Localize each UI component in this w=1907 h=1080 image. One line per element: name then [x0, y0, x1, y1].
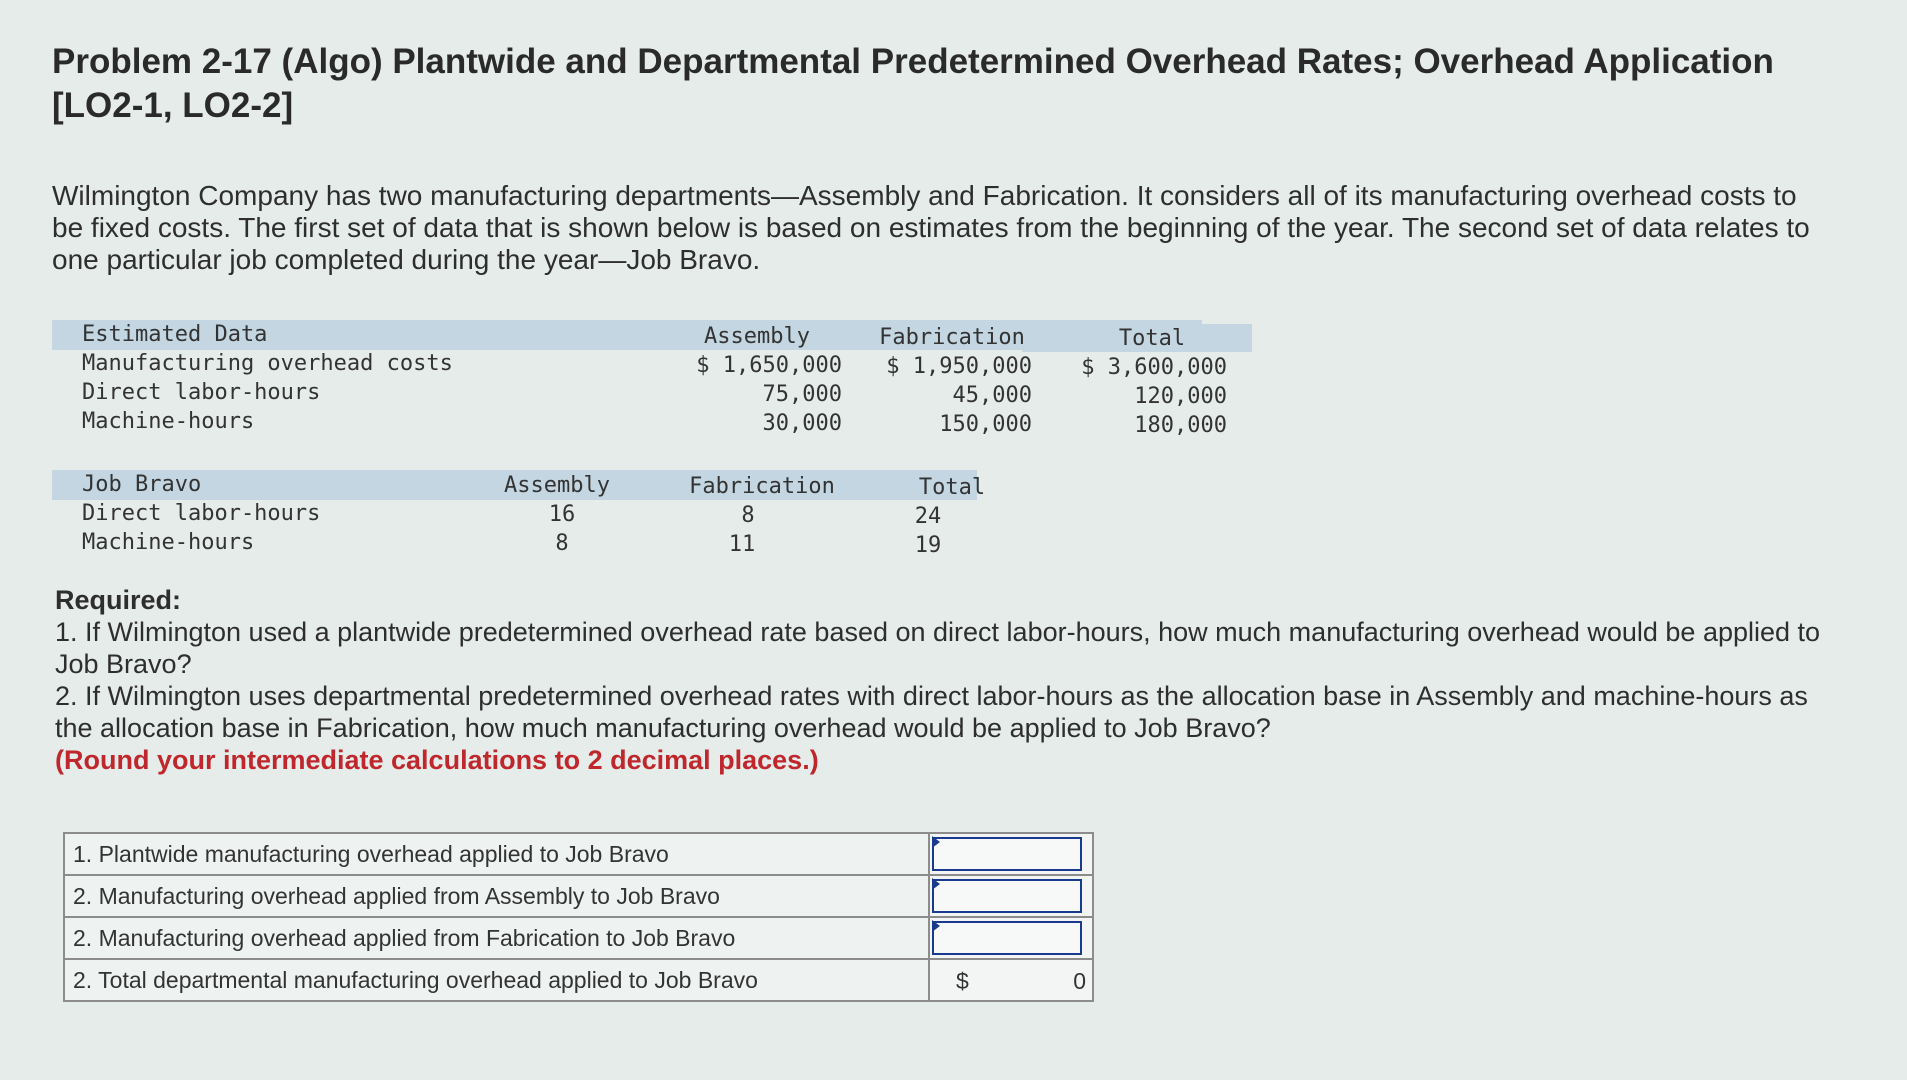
fabrication-overhead-input[interactable]	[932, 921, 1082, 955]
answer-label: 2. Manufacturing overhead applied from Fabrication to Job Bravo	[64, 917, 929, 959]
job-cell: 8	[741, 503, 755, 528]
answer-label: 2. Total departmental manufacturing overhead applied to Job Bravo	[64, 959, 929, 1001]
estimated-cell: $ 3,600,000	[1081, 355, 1227, 380]
estimated-row-label: Direct labor-hours	[82, 380, 321, 405]
estimated-cell: 180,000	[1134, 413, 1227, 438]
job-cell: 8	[555, 531, 569, 556]
estimated-header-fabrication: Fabrication	[879, 325, 1025, 350]
job-cell: 11	[728, 532, 756, 557]
plantwide-overhead-input[interactable]	[932, 837, 1082, 871]
answer-cell	[929, 959, 1093, 1001]
job-header-assembly: Assembly	[504, 473, 610, 498]
answer-label: 1. Plantwide manufacturing overhead applied to Job Bravo	[64, 833, 929, 875]
estimated-cell: $ 1,650,000	[696, 353, 842, 378]
answer-cell	[929, 833, 1093, 875]
input-marker-icon	[932, 836, 940, 848]
job-cell: 24	[914, 504, 942, 529]
job-cell: 16	[548, 502, 576, 527]
required-section	[55, 584, 1835, 776]
estimated-header-total: Total	[1118, 326, 1186, 351]
rounding-note: (Round your intermediate calculations to 2 decimal places.)	[55, 745, 819, 775]
job-row-label: Machine-hours	[82, 530, 255, 555]
assembly-overhead-input[interactable]	[932, 879, 1082, 913]
estimated-header-label: Estimated Data	[82, 322, 268, 347]
answer-row	[64, 917, 1093, 959]
required-heading: Required:	[55, 585, 182, 615]
estimated-row-label: Machine-hours	[82, 409, 255, 434]
estimated-cell: 45,000	[952, 383, 1032, 408]
answer-cell	[929, 917, 1093, 959]
estimated-cell: 150,000	[939, 412, 1032, 437]
answer-row	[64, 959, 1093, 1001]
question-2: 2. If Wilmington uses departmental predetermined overhead rates with direct labor-hours as the allocation base in Assembly and machine-hours as the allocation base in Fabrication, how much manufacturing overhead would be applied to Job Bravo?	[55, 681, 1808, 743]
answer-cell	[929, 875, 1093, 917]
input-marker-icon	[932, 878, 940, 890]
estimated-cell: 120,000	[1134, 384, 1227, 409]
job-row-label: Direct labor-hours	[82, 501, 321, 526]
job-header-fabrication: Fabrication	[689, 474, 835, 499]
intro-paragraph: Wilmington Company has two manufacturing departments—Assembly and Fabrication. It considers all of its manufacturing overhead costs to be fixed costs. The first set of data that is shown below is based on estimates from the beginning of the year. The second set of data relates to one particular job completed during the year—Job Bravo.	[52, 180, 1810, 275]
currency-symbol: $	[956, 968, 969, 994]
input-marker-icon	[932, 920, 940, 932]
total-departmental-value: 0	[1073, 968, 1086, 994]
job-cell: 19	[914, 533, 942, 558]
estimated-header-assembly: Assembly	[704, 324, 810, 349]
answer-label: 2. Manufacturing overhead applied from Assembly to Job Bravo	[64, 875, 929, 917]
question-1: 1. If Wilmington used a plantwide predetermined overhead rate based on direct labor-hours, how much manufacturing overhead would be applied to Job Bravo?	[55, 617, 1821, 679]
answer-table	[63, 832, 1094, 1002]
job-header-total: Total	[918, 475, 986, 500]
answer-row	[64, 833, 1093, 875]
estimated-row-label: Manufacturing overhead costs	[82, 351, 453, 376]
estimated-cell: 75,000	[762, 382, 842, 407]
job-header-label: Job Bravo	[82, 472, 202, 497]
estimated-cell: $ 1,950,000	[886, 354, 1032, 379]
estimated-cell: 30,000	[762, 411, 842, 436]
answer-row	[64, 875, 1093, 917]
page-title: Problem 2-17 (Algo) Plantwide and Departmental Predetermined Overhead Rates; Overhead Application [LO2-1, LO2-2]	[52, 42, 1774, 125]
